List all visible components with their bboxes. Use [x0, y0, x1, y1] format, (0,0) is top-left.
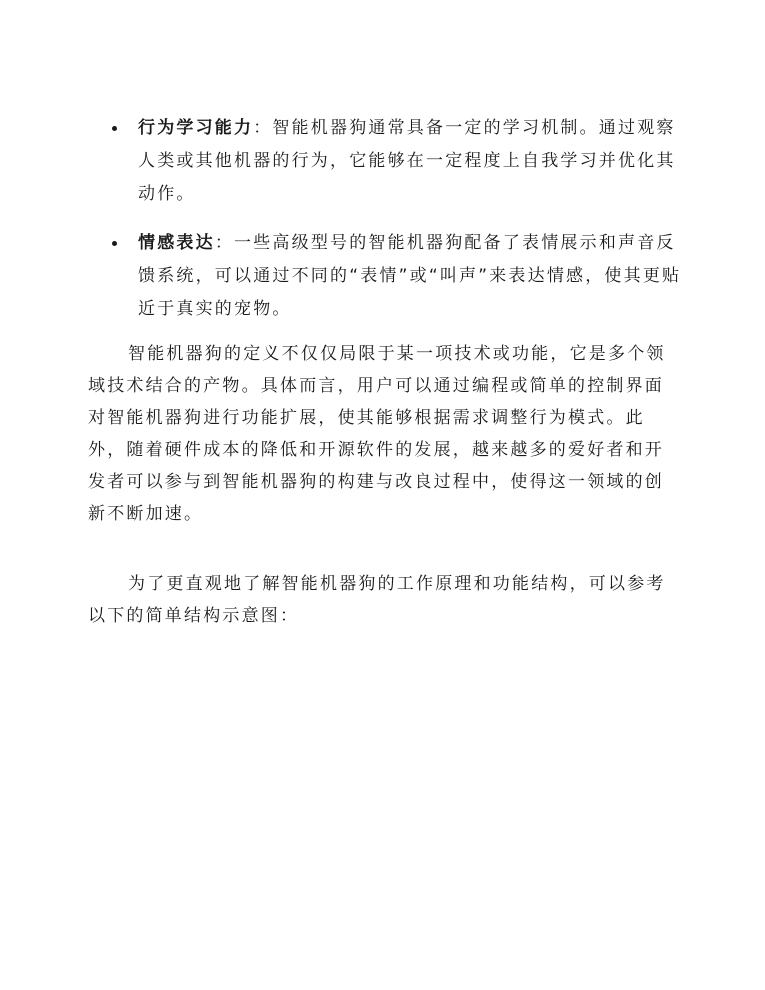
bullet-colon: ：	[214, 233, 235, 253]
bullet-text: 一些高级型号的智能机器狗配备了表情展示和声音反馈系统，可以通过不同的“表情”或“叫声”来表达情感，使其更贴近于真实的宠物。	[138, 233, 682, 319]
bullet-term: 情感表达	[138, 233, 215, 253]
bullet-item-behavior-learning	[110, 112, 690, 211]
bullet-dot-icon	[112, 241, 117, 246]
body-paragraph-diagram-intro: 为了更直观地了解智能机器狗的工作原理和功能结构，可以参考以下的简单结构示意图：	[88, 574, 666, 626]
feature-bullet-list	[110, 112, 690, 342]
bullet-colon: ：	[253, 118, 273, 138]
bullet-text: 智能机器狗通常具备一定的学习机制。通过观察人类或其他机器的行为，它能够在一定程度上自我学习并优化其动作。	[138, 118, 676, 204]
bullet-item-emotion-expression	[110, 227, 690, 326]
body-paragraph-definition: 智能机器狗的定义不仅仅局限于某一项技术或功能，它是多个领域技术结合的产物。具体而言，用户可以通过编程或简单的控制界面对智能机器狗进行功能扩展，使其能够根据需求调整行为模式。此外，随着硬件成本的降低和开源软件的发展，越来越多的爱好者和开发者可以参与到智能机器狗的构建与改良过程中，使得这一领域的创新不断加速。	[88, 344, 666, 524]
bullet-dot-icon	[112, 126, 117, 131]
bullet-term: 行为学习能力	[138, 118, 254, 138]
